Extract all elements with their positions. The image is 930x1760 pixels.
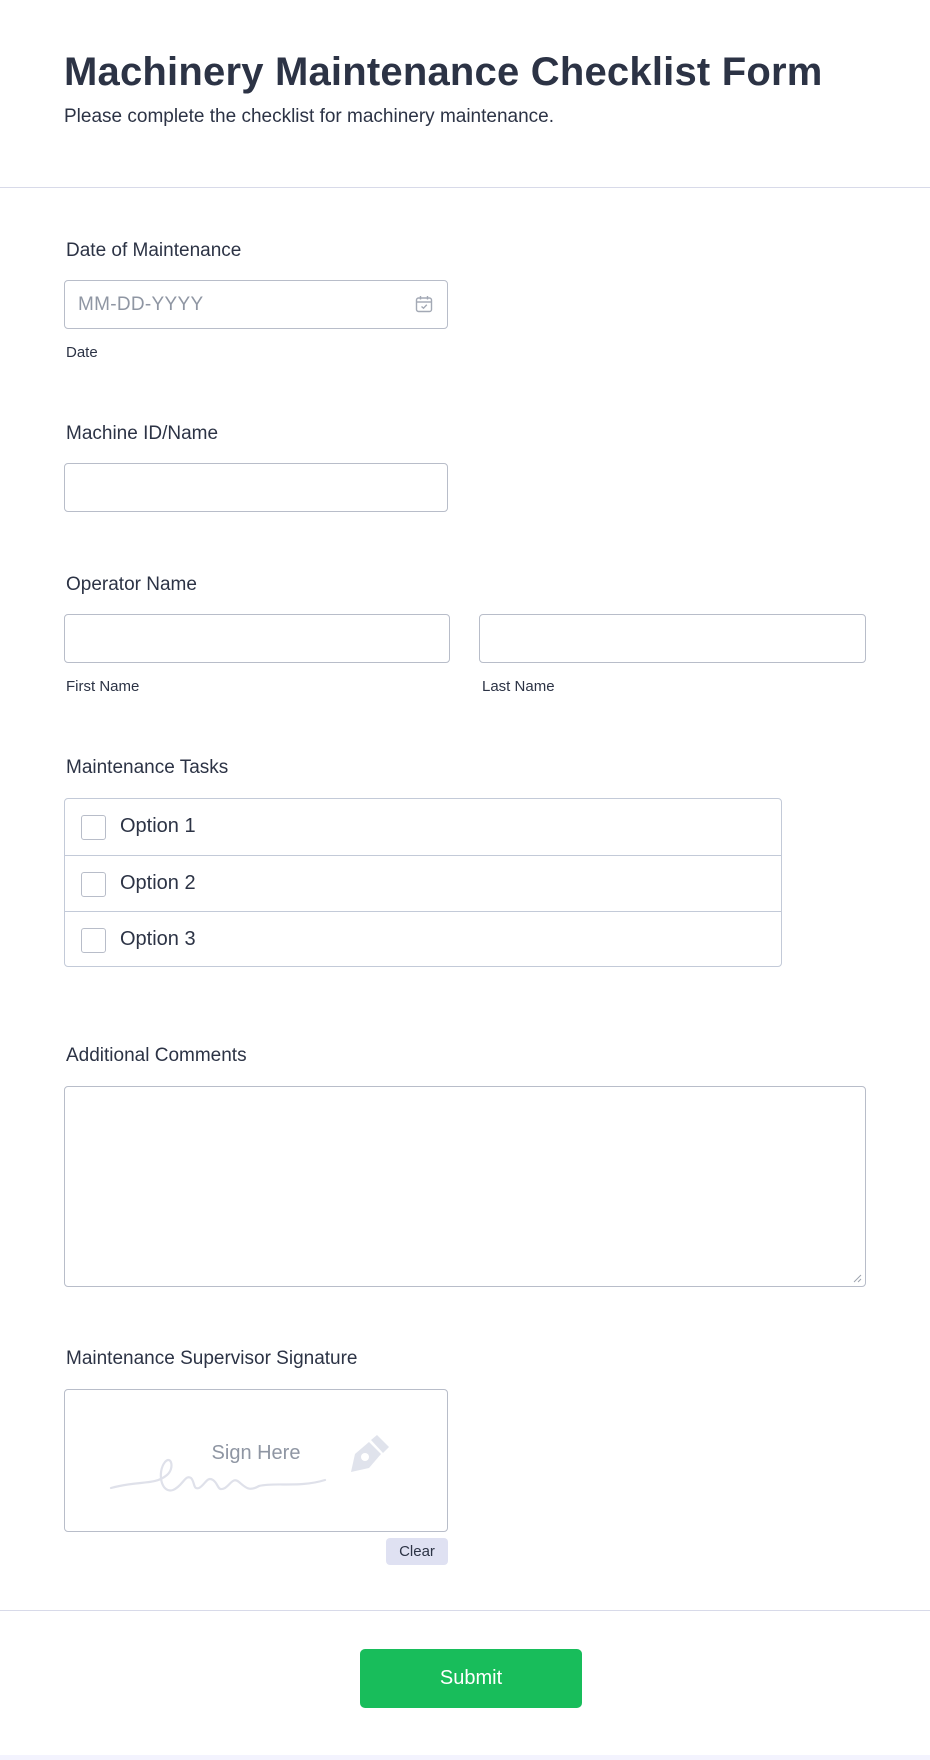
form-subtitle: Please complete the checklist for machinery maintenance. (64, 106, 555, 127)
date-sublabel: Date (66, 344, 98, 361)
task-option-1[interactable] (65, 799, 781, 855)
signature-label: Maintenance Supervisor Signature (66, 1348, 358, 1369)
operator-label: Operator Name (66, 574, 197, 595)
checkbox[interactable] (81, 928, 106, 953)
date-label: Date of Maintenance (66, 240, 242, 261)
option-label: Option 2 (120, 872, 196, 894)
clear-signature-button[interactable]: Clear (386, 1538, 448, 1565)
footer-divider (0, 1610, 930, 1611)
tasks-label: Maintenance Tasks (66, 757, 229, 778)
form-title: Machinery Maintenance Checklist Form (64, 50, 823, 94)
comments-label: Additional Comments (66, 1045, 247, 1066)
machine-input[interactable] (64, 463, 448, 512)
option-label: Option 3 (120, 928, 196, 950)
checkbox[interactable] (81, 872, 106, 897)
resize-handle-icon[interactable] (852, 1273, 862, 1283)
submit-button[interactable]: Submit (360, 1649, 582, 1708)
checkbox[interactable] (81, 815, 106, 840)
first-name-sublabel: First Name (66, 678, 140, 695)
last-name-sublabel: Last Name (482, 678, 555, 695)
calendar-icon[interactable] (415, 295, 433, 313)
form-header (64, 50, 864, 128)
task-option-2[interactable] (65, 855, 781, 911)
date-input[interactable] (64, 280, 448, 329)
date-placeholder: MM-DD-YYYY (78, 294, 204, 315)
machine-label: Machine ID/Name (66, 423, 219, 444)
last-name-input[interactable] (479, 614, 866, 663)
header-divider (0, 187, 930, 188)
comments-textarea[interactable] (64, 1086, 866, 1287)
first-name-input[interactable] (64, 614, 450, 663)
tasks-checklist (64, 798, 782, 967)
sign-here-prompt: Sign Here (211, 1442, 301, 1464)
task-option-3[interactable] (65, 911, 781, 967)
option-label: Option 1 (120, 815, 196, 837)
signature-pad[interactable] (64, 1389, 448, 1532)
